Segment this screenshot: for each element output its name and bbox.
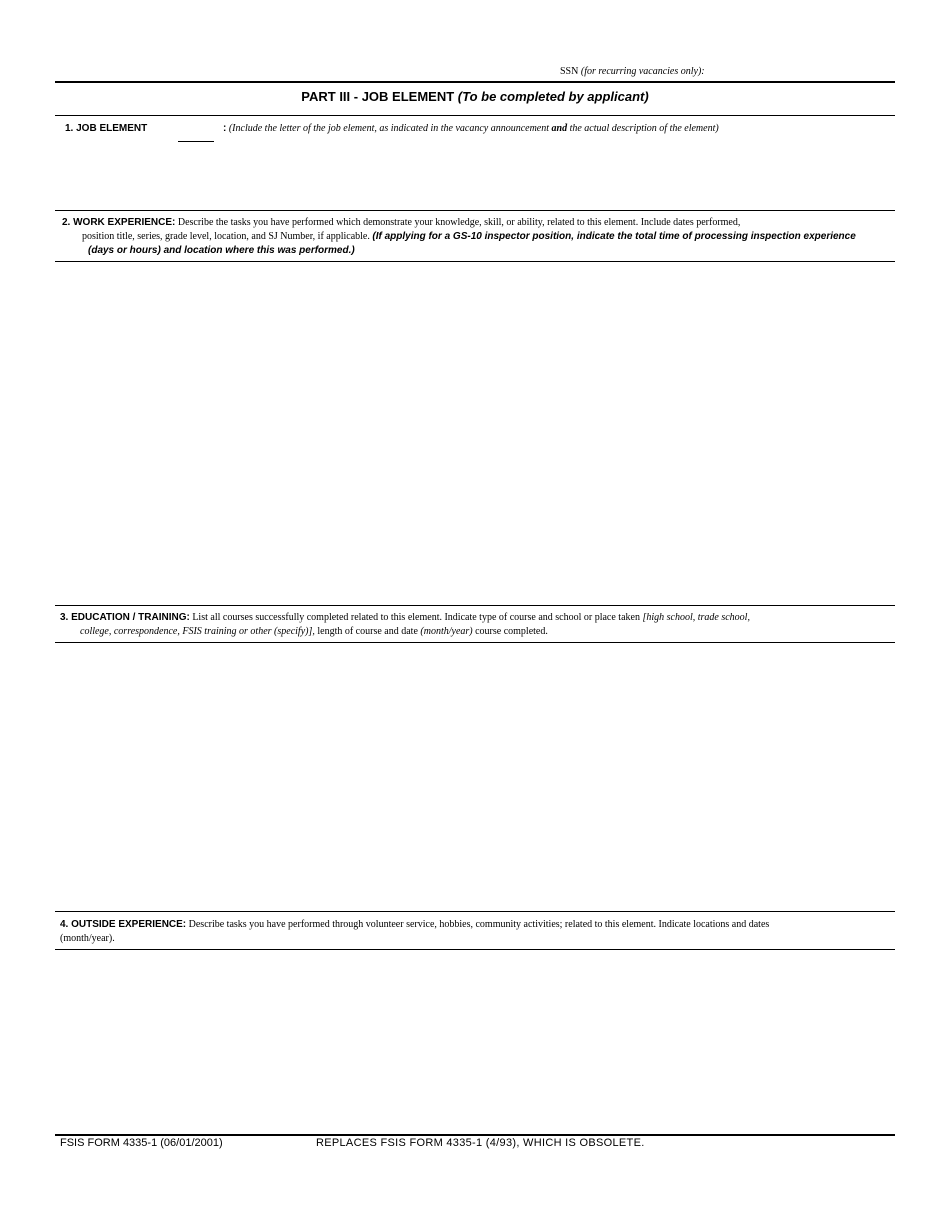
- section-4-header-rule: [55, 949, 895, 950]
- ssn-label: SSN (for recurring vacancies only):: [560, 66, 705, 77]
- section-2-header-rule: [55, 261, 895, 262]
- footer-rule: [55, 1134, 895, 1136]
- section-1-title: 1. JOB ELEMENT: [65, 123, 148, 134]
- section-1-bottom-rule: [55, 210, 895, 211]
- section-2-line-1: 2. WORK EXPERIENCE: Describe the tasks you have performed which demonstrate your knowledge, skill, or ability, related to this element. Include dates performed,: [62, 217, 741, 228]
- form-id: FSIS FORM 4335-1 (06/01/2001): [60, 1137, 223, 1149]
- section-2-bottom-rule: [55, 605, 895, 606]
- section-2-title: 2. WORK EXPERIENCE:: [62, 217, 176, 228]
- section-4-title: 4. OUTSIDE EXPERIENCE:: [60, 919, 187, 930]
- work-experience-area[interactable]: [55, 264, 895, 603]
- obsolete-notice: REPLACES FSIS FORM 4335-1 (4/93), WHICH IS OBSOLETE.: [316, 1137, 645, 1149]
- section-4-line-2: (month/year).: [60, 933, 115, 944]
- job-element-letter-field[interactable]: [178, 124, 214, 142]
- job-element-description-area[interactable]: [55, 142, 895, 208]
- title-bottom-rule: [55, 115, 895, 116]
- section-4-line-1: 4. OUTSIDE EXPERIENCE: Describe tasks you have performed through volunteer service, hobbies, community activities; related to this element. Indicate locations and dates: [60, 919, 770, 930]
- header-top-rule: [55, 81, 895, 83]
- section-2-line-3: (days or hours) and location where this was performed.): [88, 245, 355, 256]
- section-3-header-rule: [55, 642, 895, 643]
- page-title: PART III - JOB ELEMENT (To be completed by applicant): [301, 89, 649, 104]
- education-training-area[interactable]: [55, 645, 895, 909]
- section-2-line-2: position title, series, grade level, location, and SJ Number, if applicable. (If applying for a GS-10 inspector position, indicate the total time of processing inspection experience: [82, 231, 856, 242]
- section-1-note: : (Include the letter of the job element, as indicated in the vacancy announcement and the actual description of the element): [223, 123, 719, 134]
- outside-experience-area[interactable]: [55, 952, 895, 1132]
- section-1-header: [65, 122, 147, 136]
- section-3-bottom-rule: [55, 911, 895, 912]
- section-3-title: 3. EDUCATION / TRAINING:: [60, 612, 190, 623]
- section-3-line-1: 3. EDUCATION / TRAINING: List all courses successfully completed related to this element. Indicate type of course and school or place taken [high school, trade school,: [60, 612, 750, 623]
- section-3-line-2: college, correspondence, FSIS training or other (specify)], length of course and date (month/year) course completed.: [80, 626, 548, 637]
